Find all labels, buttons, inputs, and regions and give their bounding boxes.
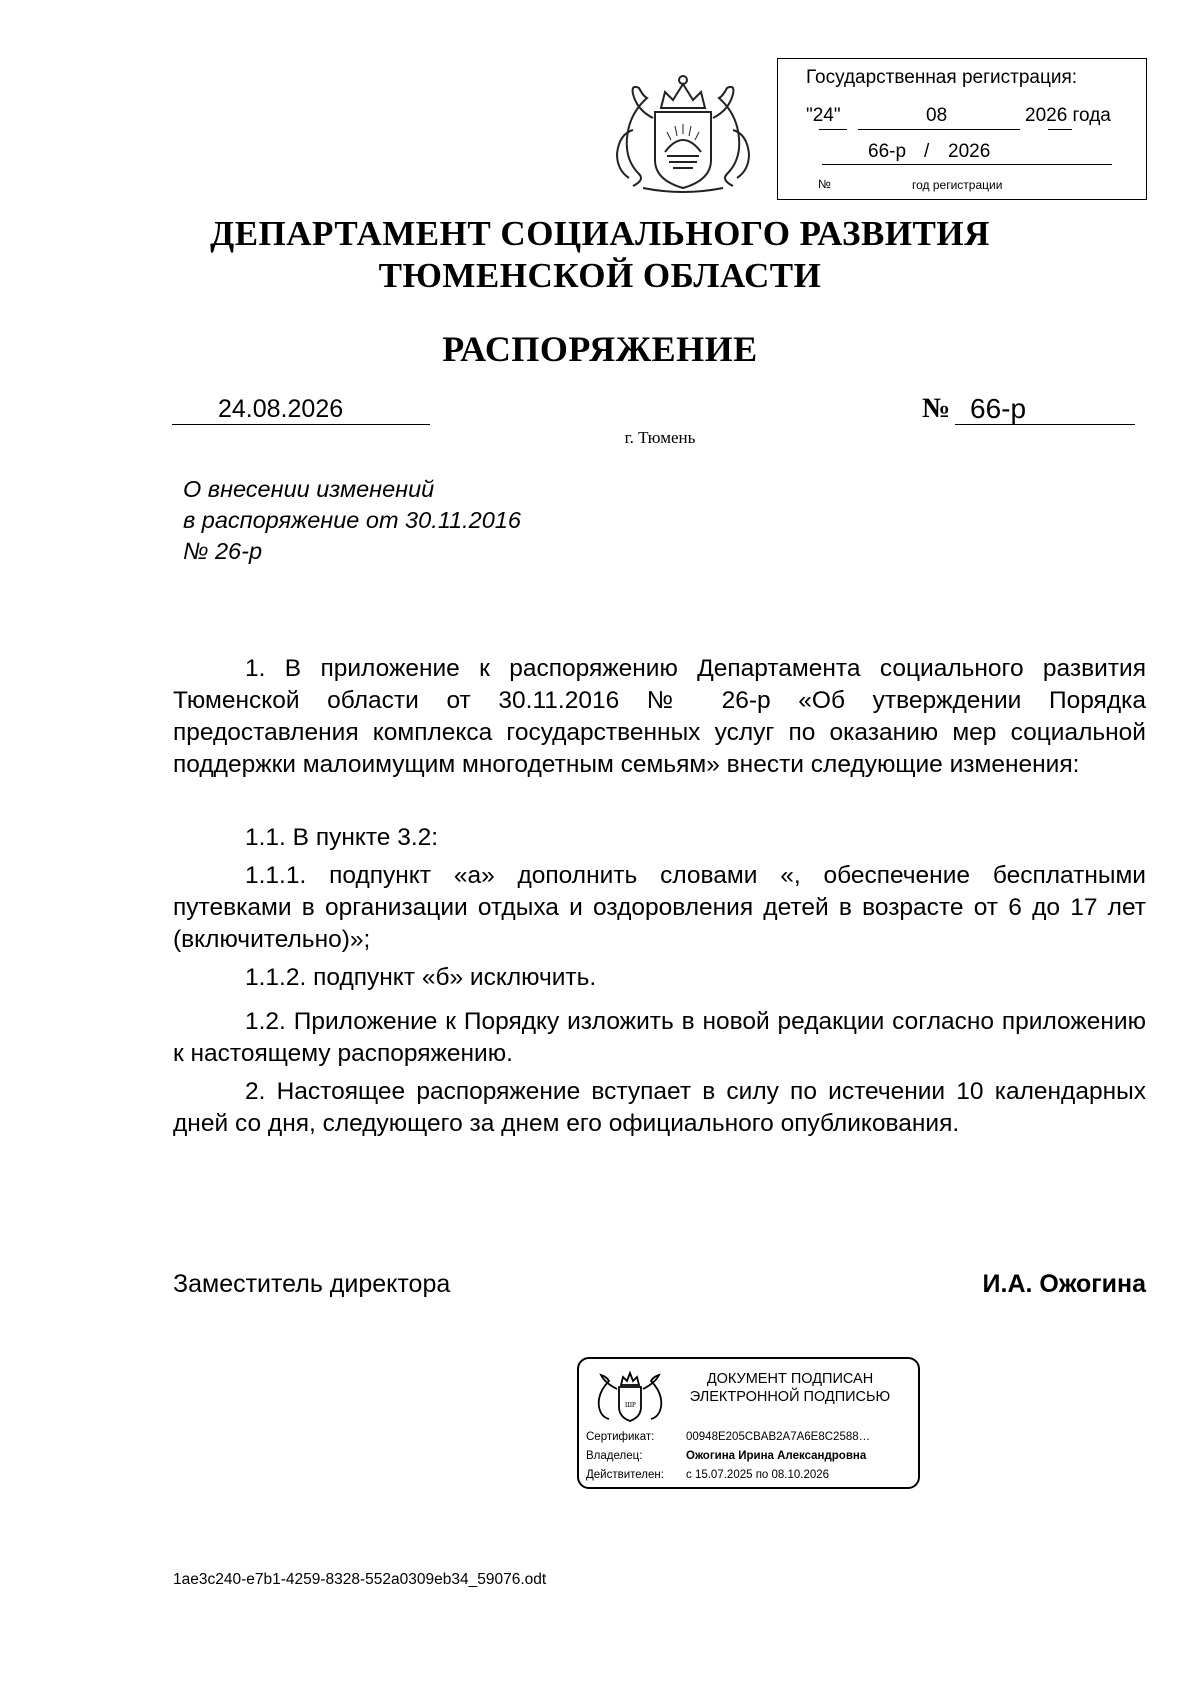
registration-year-caption: год регистрации [912,178,1003,192]
signer-position: Заместитель директора [173,1270,451,1298]
paragraph-1-1-2: 1.1.2. подпункт «б» исключить. [245,964,597,991]
certificate-value: 00948E205CBAB2A7A6E8C2588… [686,1431,871,1443]
number-sign: № [922,393,951,424]
stamp-title-line1: ДОКУМЕНТ ПОДПИСАН [706,1371,874,1387]
document-date: 24.08.2026 [218,395,344,423]
subject-line3: № 26-р [183,538,263,564]
org-name-line1: ДЕПАРТАМЕНТ СОЦИАЛЬНОГО РАЗВИТИЯ [210,214,990,253]
subject-line2: в распоряжение от 30.11.2016 [183,507,521,533]
tyumen-coat-of-arms-icon [603,70,763,195]
registration-day: "24" [806,105,841,126]
owner-label: Владелец: [586,1450,643,1462]
registration-month: 08 [926,105,948,126]
owner-value: Ожогина Ирина Александровна [686,1450,867,1462]
svg-text:ШР: ШР [625,1401,636,1409]
subject-line1: О внесении изменений [183,476,435,502]
signature-emblem-icon [589,1369,671,1423]
subject-block [183,474,521,567]
valid-value: с 15.07.2025 по 08.10.2026 [686,1469,830,1481]
paragraph-2: 2. Настоящее распоряжение вступает в силу по истечении 10 календарных дней со дня, следующего за днем его официального опубликования. [173,1078,1146,1137]
registration-year: 2026 года [1025,105,1111,126]
document-number: 66-р [970,393,1027,424]
org-name-line2: ТЮМЕНСКОЙ ОБЛАСТИ [378,256,822,295]
registration-reg-year: 2026 [948,141,991,162]
paragraph-1-1-1: 1.1.1. подпункт «а» дополнить словами «, обеспечение бесплатными путевками в организации отдыха и оздоровления детей в возрасте от 6 до 17 лет (включительно)»; [173,862,1146,953]
city: г. Тюмень [624,428,696,447]
registration-number: 66-р [868,141,907,162]
stamp-title-line2: ЭЛЕКТРОННОЙ ПОДПИСЬЮ [689,1389,891,1405]
paragraph-1-1: 1.1. В пункте 3.2: [245,824,439,851]
signer-name: И.А. Ожогина [982,1270,1146,1298]
file-id: 1ae3c240-e7b1-4259-8328-552a0309eb34_59076.odt [173,1571,547,1588]
certificate-label: Сертификат: [586,1431,655,1443]
registration-title: Государственная регистрация: [806,67,1078,88]
doc-type-title: РАСПОРЯЖЕНИЕ [442,329,758,369]
paragraph-1: 1. В приложение к распоряжению Департамента социального развития Тюменской области от 30.11.2016 № 26-р «Об утверждении Порядка предоставления комплекса государственных услуг по оказанию мер социальной поддержки малоимущим многодетным семьям» внести следующие изменения: [173,655,1146,778]
stamp-title [674,1370,906,1406]
registration-separator: / [924,141,930,162]
electronic-signature-stamp [577,1357,920,1489]
valid-label: Действителен: [586,1469,664,1481]
registration-number-caption: № [818,177,831,191]
paragraph-1-2: 1.2. Приложение к Порядку изложить в новой редакции согласно приложению к настоящему распоряжению. [173,1008,1146,1067]
state-registration-box [777,58,1147,200]
